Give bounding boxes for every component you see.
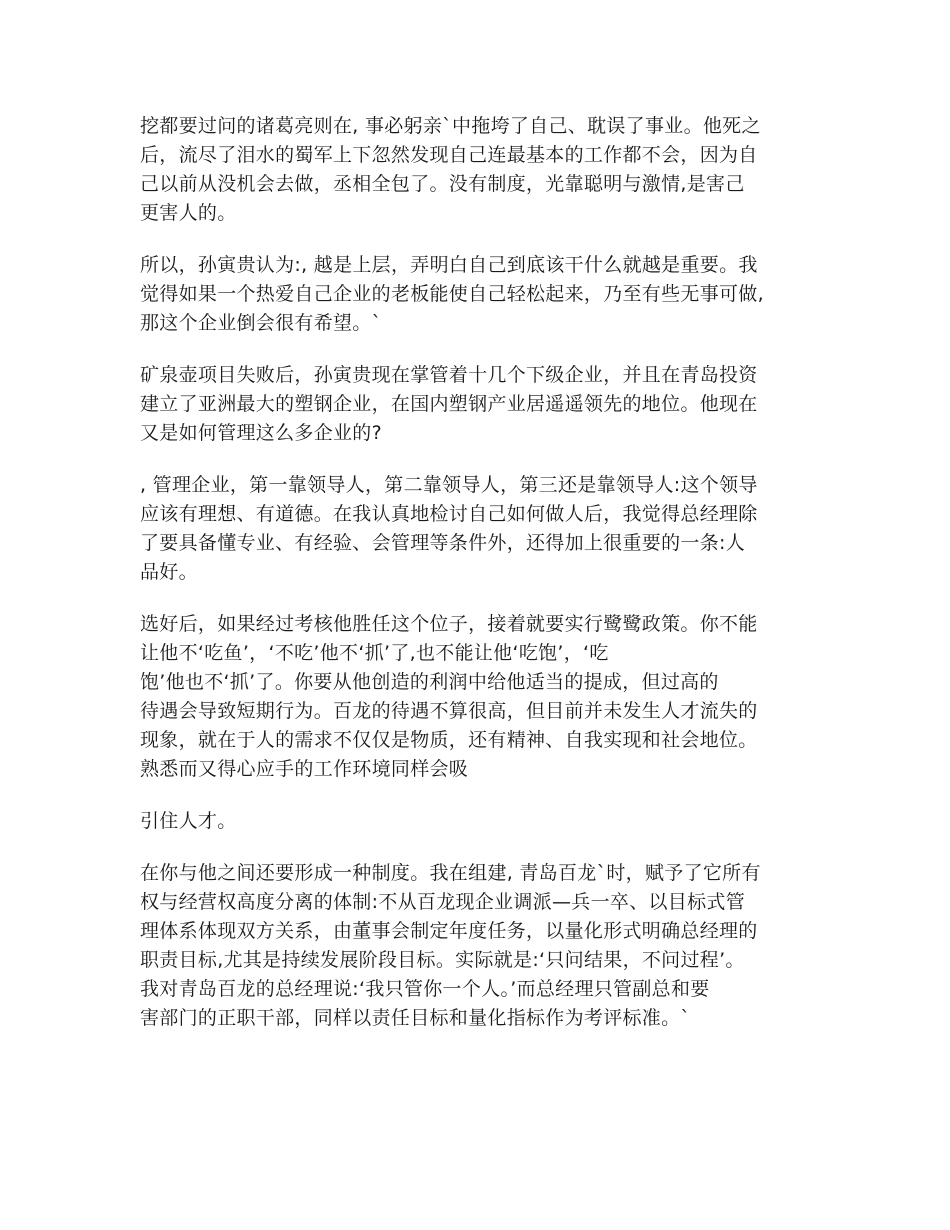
text-line: 觉得如果一个热爱自己企业的老板能使自己轻松起来，乃至有些无事可做, xyxy=(140,283,764,305)
document-page xyxy=(140,112,820,1056)
text-line: 又是如何管理这么多企业的? xyxy=(140,422,382,444)
text-line: 品好。 xyxy=(140,561,198,583)
text-line: 了要具备懂专业、有经验、会管理等条件外，还得加上很重要的一条:人 xyxy=(140,532,746,554)
text-line: 职责目标,尤其是持续发展阶段目标。实际就是:‘只问结果，不问过程’。 xyxy=(140,949,745,971)
paragraph-4 xyxy=(140,471,820,587)
text-line: 让他不‘吃鱼’，‘不吃’他不‘抓’了,也不能让他‘吃饱’，‘吃 xyxy=(140,642,609,664)
text-line: 那这个企业倒会很有希望。` xyxy=(140,312,382,334)
text-line: 理体系体现双方关系，由董事会制定年度任务，以量化形式明确总经理的 xyxy=(140,920,758,942)
text-line: 熟悉而又得心应手的工作环境同样会吸 xyxy=(140,758,469,780)
text-line: 选好后，如果经过考核他胜任这个位子，接着就要实行鹭鹭政策。你不能 xyxy=(140,613,758,635)
text-line: 所以，孙寅贵认为:, 越是上层，弄明白自己到底该干什么就越是重要。我 xyxy=(140,254,758,276)
text-line: 权与经营权高度分离的体制:不从百龙现企业调派—兵一卒、以目标式管 xyxy=(140,891,746,913)
text-line: 后，流尽了泪水的蜀军上下忽然发现自己连最基本的工作都不会，因为自 xyxy=(140,144,758,166)
text-line: 挖都要过问的诸葛亮则在, 事必躬亲`中拖垮了自己、耽误了事业。他死之 xyxy=(140,115,761,137)
text-line: 我对青岛百龙的总经理说:‘我只管你一个人。’而总经理只管副总和要 xyxy=(140,978,710,1000)
paragraph-6 xyxy=(140,807,820,836)
paragraph-7 xyxy=(140,859,820,1033)
text-line: 矿泉壶项目失败后，孙寅贵现在掌管着十几个下级企业，并且在青岛投资 xyxy=(140,364,758,386)
text-line: 害部门的正职干部，同样以责任目标和量化指标作为考评标准。` xyxy=(140,1007,691,1029)
paragraph-2 xyxy=(140,251,820,338)
paragraph-5 xyxy=(140,610,820,784)
text-line: 在你与他之间还要形成一种制度。我在组建, 青岛百龙`时，赋予了它所有 xyxy=(140,862,761,884)
text-line: 己以前从没机会去做，丞相全包了。没有制度，光靠聪明与激情,是害己 xyxy=(140,173,745,195)
text-line: 饱’他也不‘抓’了。你要从他创造的利润中给他适当的提成，但过高的 xyxy=(140,671,719,693)
text-line: 待遇会导致短期行为。百龙的待遇不算很高，但目前并未发生人才流失的 xyxy=(140,700,758,722)
text-line: 建立了亚洲最大的塑钢企业，在国内塑钢产业居遥遥领先的地位。他现在 xyxy=(140,393,758,415)
text-line: 更害人的。 xyxy=(140,202,237,224)
text-line: , 管理企业，第一靠领导人，第二靠领导人，第三还是靠领导人:这个领导 xyxy=(140,474,758,496)
text-line: 应该有理想、有道德。在我认真地检讨自己如何做人后，我觉得总经理除 xyxy=(140,503,758,525)
text-line: 引住人才。 xyxy=(140,810,237,832)
text-line: 现象，就在于人的需求不仅仅是物质，还有精神、自我实现和社会地位。 xyxy=(140,729,758,751)
paragraph-1 xyxy=(140,112,820,228)
paragraph-3 xyxy=(140,361,820,448)
